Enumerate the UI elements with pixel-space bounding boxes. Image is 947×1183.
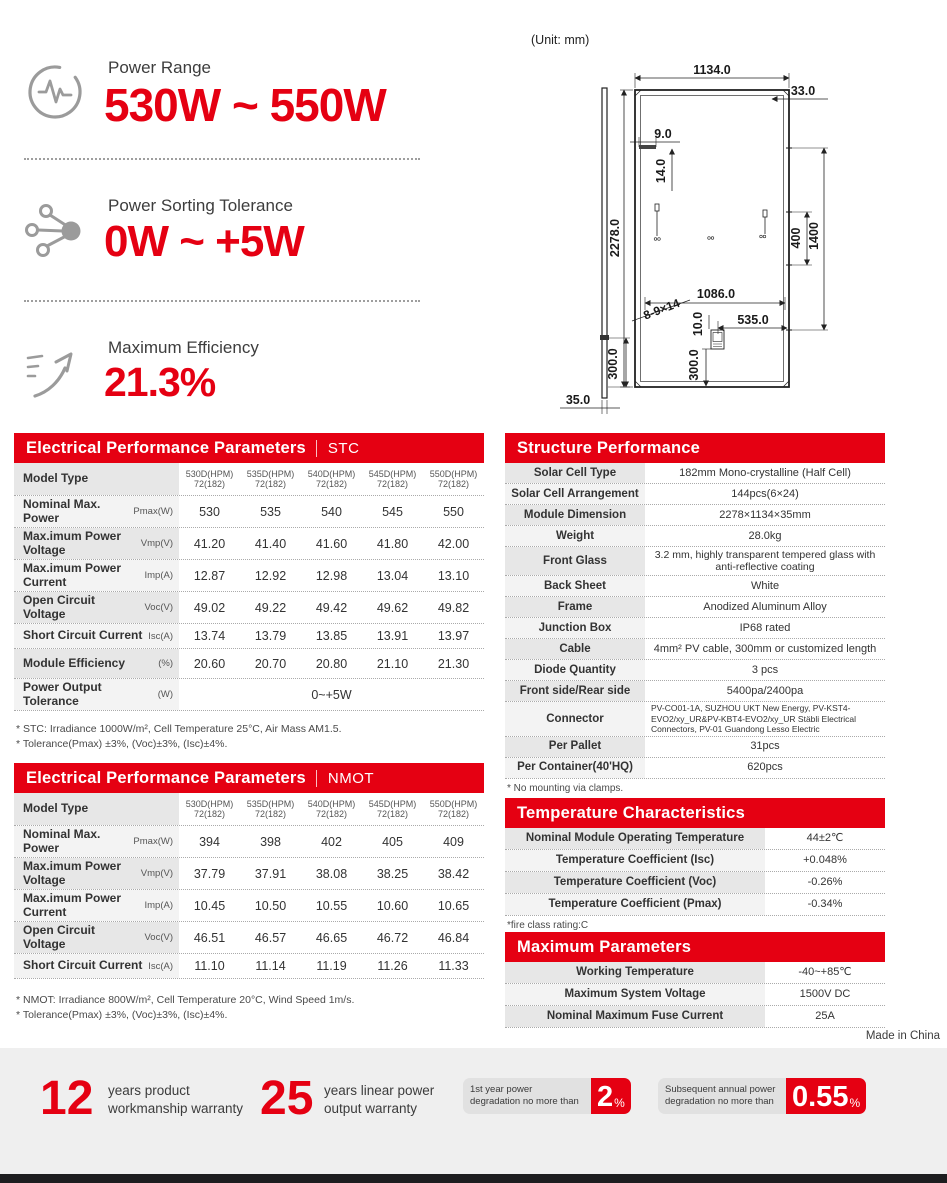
badge-text-box <box>463 1078 591 1114</box>
value-cell: 409 <box>443 834 464 849</box>
table-row <box>505 850 885 872</box>
row-label: Back Sheet <box>505 576 645 596</box>
structure-title: Structure Performance <box>517 438 701 457</box>
row-value: PV-CO01-1A, SUZHOU UKT New Energy, PV-KST4-EVO2/xy_UR&PV-KBT4-EVO2/xy_UR Stäbli Electrical Connectors, PV-01 Guandong Lesso Electric <box>651 703 857 734</box>
row-label: Module Dimension <box>505 505 645 525</box>
warranty-band <box>0 1048 947 1174</box>
value-cell: 11.10 <box>194 959 225 973</box>
nmot-table-body <box>14 793 484 979</box>
row-value: 28.0kg <box>748 529 782 542</box>
row-value: -0.26% <box>807 876 843 889</box>
row-label: Max.imum Power Voltage <box>23 529 122 557</box>
row-label-cell <box>14 624 179 648</box>
row-value: White <box>750 579 780 592</box>
row-unit: Imp(A) <box>144 570 173 581</box>
value-cell: 38.08 <box>315 866 348 881</box>
value-cell: 13.10 <box>437 568 470 583</box>
row-label: Short Circuit Current <box>23 958 143 973</box>
row-label: Nominal Maximum Fuse Current <box>505 1006 765 1027</box>
row-label-cell <box>14 826 179 857</box>
feature-max-efficiency-value: 21.3% <box>104 359 216 405</box>
dim-holes: 8-9×14 <box>641 295 682 323</box>
value-cell: 530 <box>199 504 220 519</box>
row-label: Max.imum Power Current <box>23 561 122 589</box>
row-label: Maximum System Voltage <box>505 984 765 1005</box>
value-cell: 20.60 <box>193 656 226 671</box>
table-row <box>14 679 484 711</box>
row-label-cell <box>14 793 179 825</box>
row-value: 3 pcs <box>751 663 779 676</box>
table-row <box>14 463 484 496</box>
value-cell: 10.55 <box>315 898 348 913</box>
value-cell: 37.91 <box>254 866 287 881</box>
degradation-badge-first-year <box>463 1078 631 1114</box>
pulse-icon <box>25 62 85 122</box>
badge-unit: % <box>614 1096 625 1110</box>
value-cell: 10.45 <box>193 898 226 913</box>
value-cell: 540 <box>321 504 342 519</box>
table-row <box>14 954 484 979</box>
model-header-cell: 545D(HPM) 72(182) <box>368 468 417 489</box>
footnote: *fire class rating:C <box>507 920 589 931</box>
value-cell: 20.70 <box>254 656 287 671</box>
table-row <box>505 758 885 779</box>
degradation-badge-annual <box>658 1078 866 1114</box>
dim-slot-length: 14.0 <box>654 158 668 184</box>
row-label-cell <box>14 528 179 559</box>
value-cell: 13.97 <box>437 629 470 643</box>
dim-jb-offset-x: 535.0 <box>737 313 769 327</box>
nmot-title: Electrical Performance Parameters <box>26 768 306 787</box>
warranty-product-text: years product workmanship warranty <box>108 1083 244 1116</box>
table-row <box>505 984 885 1006</box>
row-label: Frame <box>505 597 645 617</box>
row-label: Working Temperature <box>505 962 765 983</box>
badge-value: 0.55 <box>792 1081 849 1113</box>
value-cell: 13.74 <box>193 629 226 643</box>
table-row <box>505 639 885 660</box>
row-unit: Isc(A) <box>148 960 173 972</box>
value-cell: 41.60 <box>315 536 348 551</box>
value-cell: 405 <box>382 834 403 849</box>
value-cell: 398 <box>260 834 281 849</box>
table-row <box>14 649 484 679</box>
dim-width: 1134.0 <box>693 63 731 77</box>
row-value: -40~+85℃ <box>798 966 852 979</box>
model-header-cell: 530D(HPM) 72(182) <box>185 468 234 489</box>
warranty-years-product: 12 <box>40 1072 94 1125</box>
made-in-label: Made in China <box>865 1030 940 1042</box>
row-label: Max.imum Power Voltage <box>23 859 122 887</box>
dim-mount-inner: 400 <box>789 227 803 249</box>
value-cell: 41.20 <box>193 536 226 551</box>
value-cell: 0~+5W <box>311 687 352 702</box>
row-label-cell <box>14 954 179 978</box>
value-cell: 49.02 <box>193 600 226 615</box>
value-cell: 535 <box>260 504 281 519</box>
share-icon <box>25 203 85 259</box>
badge-value-box <box>786 1078 866 1114</box>
row-label: Front Glass <box>505 547 645 575</box>
value-cell: 550 <box>443 504 464 519</box>
stc-subtitle: STC <box>316 440 360 457</box>
table-row <box>14 922 484 954</box>
value-cell: 11.19 <box>316 959 347 973</box>
feature-sorting-tolerance-label: Power Sorting Tolerance <box>108 196 293 215</box>
maximum-table-body <box>505 962 885 1028</box>
table-row <box>505 828 885 850</box>
value-cell: 46.84 <box>437 930 470 945</box>
row-value: +0.048% <box>803 854 847 867</box>
value-cell: 46.51 <box>193 930 226 945</box>
value-cell: 21.30 <box>437 656 470 671</box>
value-cell: 545 <box>382 504 403 519</box>
row-unit: (%) <box>158 658 173 669</box>
row-label: Nominal Module Operating Temperature <box>505 828 765 849</box>
row-label: Temperature Coefficient (Isc) <box>505 850 765 871</box>
badge-text: Subsequent annual power degradation no more than <box>665 1084 776 1107</box>
speed-arrow-icon <box>26 344 78 400</box>
value-cell: 11.14 <box>255 959 286 973</box>
feature-max-efficiency-label: Maximum Efficiency <box>108 338 259 357</box>
model-header-cell: 535D(HPM) 72(182) <box>246 468 295 489</box>
maximum-table <box>505 932 885 1028</box>
nmot-notes <box>14 993 484 1023</box>
stc-notes <box>14 722 484 752</box>
row-value: 44±2℃ <box>806 832 844 845</box>
row-label-cell <box>14 592 179 623</box>
row-label-cell <box>14 890 179 921</box>
nmot-subtitle: NMOT <box>316 770 374 787</box>
table-row <box>505 505 885 526</box>
table-row <box>14 624 484 649</box>
value-cell: 13.85 <box>315 629 348 643</box>
model-header-cell: 540D(HPM) 72(182) <box>307 468 356 489</box>
dim-thickness: 35.0 <box>565 393 591 407</box>
row-label: Module Efficiency <box>23 655 126 670</box>
row-label: Temperature Coefficient (Voc) <box>505 872 765 893</box>
row-label: Solar Cell Arrangement <box>505 484 645 504</box>
value-cell: 12.98 <box>315 568 348 583</box>
value-cell: 42.00 <box>437 536 470 551</box>
structure-table-header <box>505 433 885 463</box>
dim-side-mount: 300.0 <box>606 348 620 380</box>
value-cell: 10.60 <box>376 898 409 913</box>
table-row <box>505 1006 885 1028</box>
table-row <box>505 681 885 702</box>
value-cell: 10.50 <box>254 898 287 913</box>
table-row <box>505 618 885 639</box>
maximum-table-header <box>505 932 885 962</box>
stc-title: Electrical Performance Parameters <box>26 438 306 457</box>
value-cell: 49.62 <box>376 600 409 615</box>
row-unit: Vmp(V) <box>140 868 173 879</box>
row-label: Open Circuit Voltage <box>23 593 96 621</box>
value-cell: 20.80 <box>315 656 348 671</box>
dim-jb-offset: 10.0 <box>691 311 705 337</box>
dim-mount-outer: 1400 <box>807 222 821 250</box>
table-row <box>14 793 484 826</box>
nmot-table <box>14 763 484 1023</box>
row-label: Open Circuit Voltage <box>23 923 96 951</box>
module-dimension-drawing <box>520 20 947 420</box>
temperature-table-body <box>505 828 885 916</box>
stc-table <box>14 433 484 752</box>
row-label-cell <box>14 858 179 889</box>
row-label: Front side/Rear side <box>505 681 645 701</box>
model-header-cell: 545D(HPM) 72(182) <box>368 798 417 819</box>
footnote: * Tolerance(Pmax) ±3%, (Voc)±3%, (Isc)±4%. <box>16 738 228 750</box>
value-cell: 46.65 <box>315 930 348 945</box>
value-cell: 12.87 <box>193 568 226 583</box>
table-row <box>14 826 484 858</box>
row-label: Temperature Coefficient (Pmax) <box>505 894 765 915</box>
warranty-output-text: years linear power output warranty <box>324 1083 435 1116</box>
warranty-years-output: 25 <box>260 1072 314 1125</box>
value-cell: 41.40 <box>254 536 287 551</box>
row-label: Connector <box>505 702 645 736</box>
row-value: 144pcs(6×24) <box>731 487 799 500</box>
row-value: Anodized Aluminum Alloy <box>703 600 827 613</box>
model-header-cell: 550D(HPM) 72(182) <box>429 468 478 489</box>
row-label: Solar Cell Type <box>505 463 645 483</box>
row-label: Model Type <box>23 471 89 486</box>
value-cell: 46.72 <box>376 930 409 945</box>
row-label: Power Output Tolerance <box>23 680 102 708</box>
row-label: Nominal Max. Power <box>23 827 101 855</box>
drawing-unit-label: (Unit: mm) <box>531 33 590 47</box>
table-row <box>14 528 484 560</box>
row-value: IP68 rated <box>739 621 791 634</box>
badge-unit: % <box>849 1096 861 1110</box>
table-row <box>505 576 885 597</box>
row-label-cell <box>14 496 179 527</box>
row-label-cell <box>14 649 179 678</box>
table-row <box>505 597 885 618</box>
row-unit: Voc(V) <box>144 602 173 613</box>
value-cell: 37.79 <box>193 866 226 881</box>
dim-height: 2278.0 <box>608 218 622 258</box>
table-row <box>14 890 484 922</box>
row-value: 25A <box>815 1010 835 1023</box>
row-label: Cable <box>505 639 645 659</box>
row-unit: Isc(A) <box>148 630 173 642</box>
footnote: * No mounting via clamps. <box>507 782 624 794</box>
row-value: 2278×1134×35mm <box>719 508 811 521</box>
row-label-cell <box>14 679 179 710</box>
badge-value-box <box>591 1078 631 1114</box>
row-label: Junction Box <box>505 618 645 638</box>
value-cell: 41.80 <box>376 536 409 551</box>
value-cell: 11.33 <box>438 959 469 973</box>
model-header-cell: 535D(HPM) 72(182) <box>246 798 295 819</box>
table-row <box>505 484 885 505</box>
row-value: -0.34% <box>807 898 843 911</box>
row-label-cell <box>14 560 179 591</box>
value-cell: 13.79 <box>254 629 287 643</box>
value-cell: 13.04 <box>376 568 409 583</box>
temperature-title: Temperature Characteristics <box>517 803 745 822</box>
dim-corner: 33.0 <box>790 84 816 98</box>
row-value: 3.2 mm, highly transparent tempered glass with anti-reflective coating <box>654 548 876 573</box>
footer-bar <box>0 1174 947 1183</box>
table-row <box>505 547 885 576</box>
badge-text: 1st year power degradation no more than <box>470 1084 579 1107</box>
value-cell: 12.92 <box>254 568 287 583</box>
row-label: Per Container(40'HQ) <box>505 758 645 778</box>
value-cell: 402 <box>321 834 342 849</box>
table-row <box>505 702 885 737</box>
value-cell: 11.26 <box>377 959 408 973</box>
row-label: Model Type <box>23 801 89 816</box>
row-value: 182mm Mono-crystalline (Half Cell) <box>679 466 851 479</box>
model-header-cell: 550D(HPM) 72(182) <box>429 798 478 819</box>
row-label: Per Pallet <box>505 737 645 757</box>
feature-power-range-label: Power Range <box>108 58 212 77</box>
row-unit: Pmax(W) <box>133 836 173 847</box>
row-value: 31pcs <box>750 740 780 753</box>
feature-power-range-value: 530W ~ 550W <box>104 79 386 131</box>
feature-sorting-tolerance-value: 0W ~ +5W <box>104 217 304 266</box>
stc-table-body <box>14 463 484 711</box>
maximum-title: Maximum Parameters <box>517 937 692 956</box>
nmot-table-header <box>14 763 484 793</box>
dim-slot-width: 9.0 <box>654 127 672 141</box>
table-row <box>505 526 885 547</box>
row-value: 4mm² PV cable, 300mm or customized length <box>653 642 877 655</box>
value-cell: 394 <box>199 834 220 849</box>
value-cell: 13.91 <box>376 629 409 643</box>
footnote: * Tolerance(Pmax) ±3%, (Voc)±3%, (Isc)±4%. <box>16 1009 228 1021</box>
row-label-cell <box>14 922 179 953</box>
row-value: 1500V DC <box>799 988 851 1001</box>
row-label: Max.imum Power Current <box>23 891 122 919</box>
row-label: Short Circuit Current <box>23 628 143 643</box>
row-label: Diode Quantity <box>505 660 645 680</box>
table-row <box>505 737 885 758</box>
row-value: 620pcs <box>747 761 783 774</box>
model-header-cell: 530D(HPM) 72(182) <box>185 798 234 819</box>
table-row <box>505 872 885 894</box>
row-unit: Imp(A) <box>144 900 173 911</box>
table-row <box>505 463 885 484</box>
row-label: Weight <box>505 526 645 546</box>
divider <box>24 158 420 160</box>
table-row <box>14 858 484 890</box>
temperature-table <box>505 798 885 931</box>
footnote: * STC: Irradiance 1000W/m², Cell Temperature 25°C, Air Mass AM1.5. <box>16 723 342 735</box>
badge-value: 2 <box>597 1081 614 1113</box>
row-label-cell <box>14 463 179 495</box>
row-unit: Voc(V) <box>144 932 173 943</box>
value-cell: 21.10 <box>376 656 409 671</box>
dim-cable-offset: 300.0 <box>687 349 701 381</box>
row-unit: Pmax(W) <box>133 506 173 517</box>
value-cell: 46.57 <box>254 930 287 945</box>
row-unit: (W) <box>157 689 173 700</box>
structure-table <box>505 433 885 794</box>
badge-text-box <box>658 1078 786 1114</box>
value-cell: 49.22 <box>254 600 287 615</box>
stc-table-header <box>14 433 484 463</box>
row-value: 5400pa/2400pa <box>726 684 804 697</box>
table-row <box>505 660 885 681</box>
row-label: Nominal Max. Power <box>23 497 101 525</box>
table-row <box>505 962 885 984</box>
footnote: * NMOT: Irradiance 800W/m², Cell Temperature 20°C, Wind Speed 1m/s. <box>16 994 355 1006</box>
table-row <box>14 560 484 592</box>
value-cell: 38.25 <box>376 866 409 881</box>
divider <box>24 300 420 302</box>
table-row <box>14 496 484 528</box>
value-cell: 49.82 <box>437 600 470 615</box>
dim-bottom-width: 1086.0 <box>696 287 736 301</box>
structure-table-body <box>505 463 885 779</box>
value-cell: 38.42 <box>437 866 470 881</box>
value-cell: 49.42 <box>315 600 348 615</box>
table-row <box>505 894 885 916</box>
temperature-table-header <box>505 798 885 828</box>
value-cell: 10.65 <box>437 898 470 913</box>
model-header-cell: 540D(HPM) 72(182) <box>307 798 356 819</box>
row-unit: Vmp(V) <box>140 538 173 549</box>
table-row <box>14 592 484 624</box>
